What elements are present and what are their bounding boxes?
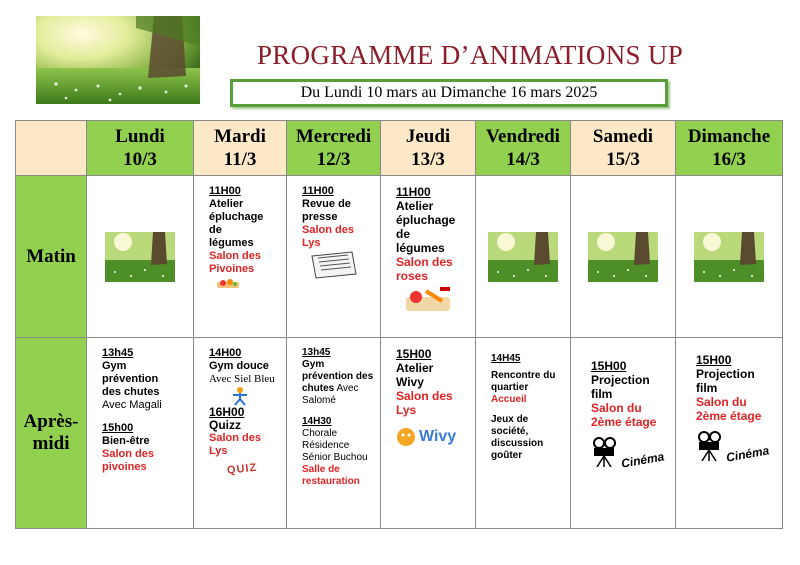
header-nature-photo <box>36 16 200 104</box>
afternoon-friday: 14H45 Rencontre du quartier Accueil Jeux de société, discussion goûter <box>476 338 571 529</box>
morning-monday <box>87 176 194 338</box>
nature-photo <box>588 232 658 282</box>
afternoon-saturday: 15H00 Projection film Salon du 2ème étage Cinéma <box>571 338 676 529</box>
cinema-logo: Cinéma <box>591 437 669 467</box>
wivy-mascot-icon <box>396 427 416 447</box>
nature-photo <box>488 232 558 282</box>
nature-photo <box>105 232 175 282</box>
day-header-saturday: Samedi 15/3 <box>571 121 676 176</box>
morning-thursday: 11H00 Atelier épluchage de légumes Salon des roses <box>381 176 476 338</box>
afternoon-monday: 13h45 Gym prévention des chutes Avec Magali 15h00 Bien-être Salon des pivoines <box>87 338 194 529</box>
morning-friday <box>476 176 571 338</box>
afternoon-sunday: 15H00 Projection film Salon du 2ème étage Cinéma <box>676 338 783 529</box>
day-header-friday: Vendredi 14/3 <box>476 121 571 176</box>
gym-figure-icon <box>229 386 251 406</box>
row-label-afternoon: Après- midi <box>16 338 87 529</box>
day-header-tuesday: Mardi 11/3 <box>194 121 287 176</box>
corner-cell <box>16 121 87 176</box>
day-header-monday: Lundi 10/3 <box>87 121 194 176</box>
afternoon-wednesday: 13h45 Gym prévention des chutes Avec Salomé 14H30 Chorale Résidence Sénior Buchou Salle de restauration <box>287 338 381 529</box>
day-header-sunday: Dimanche 16/3 <box>676 121 783 176</box>
day-header-thursday: Jeudi 13/3 <box>381 121 476 176</box>
wivy-logo: Wivy <box>396 427 469 447</box>
afternoon-tuesday: 14H00 Gym douce Avec Siel Bleu 16H00 Quizz Salon des Lys QUIZ <box>194 338 287 529</box>
newspaper-icon <box>308 250 360 280</box>
row-label-morning: Matin <box>16 176 87 338</box>
vegetable-board-icon <box>402 283 454 315</box>
film-camera-icon <box>696 431 724 461</box>
morning-wednesday: 11H00 Revue de presse Salon des Lys <box>287 176 381 338</box>
morning-sunday <box>676 176 783 338</box>
nature-photo <box>694 232 764 282</box>
vegetables-icon <box>215 276 241 290</box>
day-header-wednesday: Mercredi 12/3 <box>287 121 381 176</box>
film-camera-icon <box>591 437 619 467</box>
afternoon-thursday: 15H00 Atelier Wivy Salon des Lys Wivy <box>381 338 476 529</box>
schedule-table <box>15 120 783 529</box>
date-range: Du Lundi 10 mars au Dimanche 16 mars 2025 <box>230 79 668 107</box>
morning-tuesday: 11H00 Atelier épluchage de légumes Salon des Pivoines <box>194 176 287 338</box>
quiz-logo: QUIZ <box>226 461 258 477</box>
morning-saturday <box>571 176 676 338</box>
page-title: PROGRAMME D’ANIMATIONS UP <box>256 40 684 70</box>
cinema-logo: Cinéma <box>696 431 776 461</box>
